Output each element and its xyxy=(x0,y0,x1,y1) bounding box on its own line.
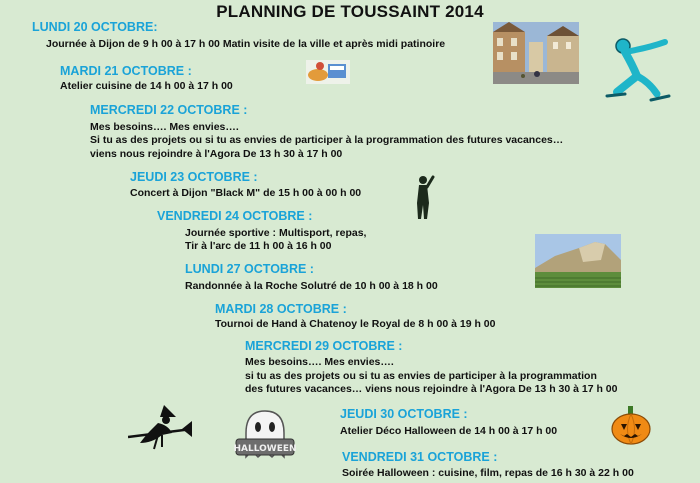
witch-silhouette xyxy=(128,403,192,455)
activity-line: Randonnée à la Roche Solutré de 10 h 00 à 18 h 00 xyxy=(185,280,438,292)
activity-line: Journée à Dijon de 9 h 00 à 17 h 00 Matin visite de la ville et après midi patinoire xyxy=(46,38,446,50)
singer-silhouette xyxy=(413,175,437,221)
activity-line: des futures vacances… viens nous rejoindre à l'Agora De 13 h 30 à 17 h 00 xyxy=(245,383,618,395)
ghost-sign-text: HALLOWEEN xyxy=(233,444,297,454)
activity-line: Mes besoins…. Mes envies…. xyxy=(90,121,239,133)
skater-figure xyxy=(603,38,673,106)
activity-line: Tir à l'arc de 11 h 00 à 16 h 00 xyxy=(185,240,332,252)
day-heading: LUNDI 27 OCTOBRE : xyxy=(185,262,314,276)
day-heading: MERCREDI 22 OCTOBRE : xyxy=(90,103,248,117)
day-heading: MERCREDI 29 OCTOBRE : xyxy=(245,339,403,353)
activity-line: viens nous rejoindre à l'Agora De 13 h 30 à 17 h 00 xyxy=(90,148,343,160)
day-heading: JEUDI 30 OCTOBRE : xyxy=(340,407,468,421)
activity-line: Concert à Dijon "Black M" de 15 h 00 à 00 h 00 xyxy=(130,187,362,199)
day-heading: VENDREDI 24 OCTOBRE : xyxy=(157,209,313,223)
activity-line: Si tu as des projets ou si tu as envies de participer à la programmation des futures vacances… xyxy=(90,134,564,146)
halloween-ghost xyxy=(232,407,298,465)
day-heading: LUNDI 20 OCTOBRE: xyxy=(32,20,158,34)
dijon-street-photo xyxy=(493,22,579,84)
activity-line: Tournoi de Hand à Chatenoy le Royal de 8 h 00 à 19 h 00 xyxy=(215,318,496,330)
activity-line: Mes besoins…. Mes envies…. xyxy=(245,356,394,368)
activity-line: si tu as des projets ou si tu as envies de participer à la programmation xyxy=(245,370,597,382)
activity-line: Journée sportive : Multisport, repas, xyxy=(185,227,367,239)
day-heading: MARDI 21 OCTOBRE : xyxy=(60,64,192,78)
roche-solutre-photo xyxy=(535,234,621,288)
day-heading: VENDREDI 31 OCTOBRE : xyxy=(342,450,498,464)
page-title: PLANNING DE TOUSSAINT 2014 xyxy=(216,2,484,21)
activity-line: Atelier Déco Halloween de 14 h 00 à 17 h 00 xyxy=(340,425,558,437)
pumpkin-icon xyxy=(610,404,652,446)
activity-line: Atelier cuisine de 14 h 00 à 17 h 00 xyxy=(60,80,233,92)
day-heading: JEUDI 23 OCTOBRE : xyxy=(130,170,258,184)
cooking-clipart xyxy=(306,60,350,84)
day-heading: MARDI 28 OCTOBRE : xyxy=(215,302,347,316)
activity-line: Soirée Halloween : cuisine, film, repas de 16 h 30 à 22 h 00 xyxy=(342,467,634,479)
